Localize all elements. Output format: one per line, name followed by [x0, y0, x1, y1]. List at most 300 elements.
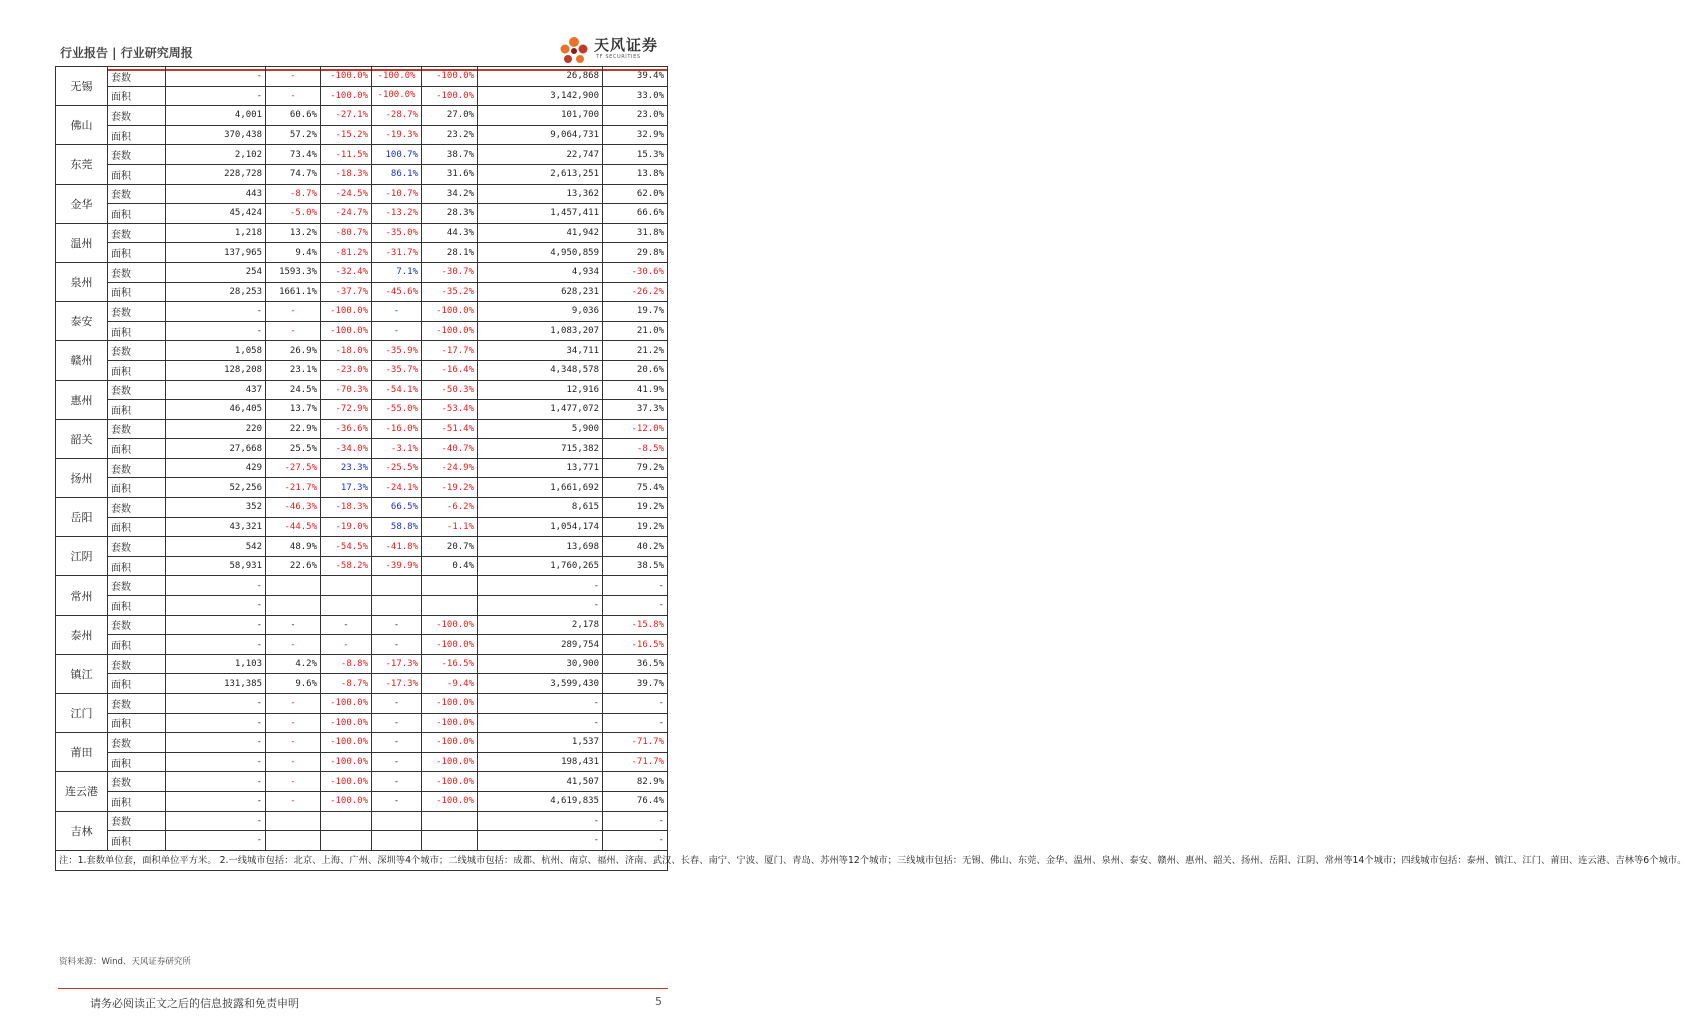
table-row: [56, 576, 668, 596]
value-cell: -15.2%: [321, 125, 372, 145]
value-cell: 1,457,411: [478, 204, 603, 224]
value-cell: 131,385: [166, 674, 266, 694]
metric-cell: 面积: [108, 125, 166, 145]
value-cell: 19.2%: [603, 517, 668, 537]
table-row: [56, 106, 668, 126]
value-cell: -21.7%: [266, 478, 321, 498]
table-row: [56, 341, 668, 361]
value-cell: -6.2%: [422, 498, 478, 518]
value-cell: [422, 576, 478, 596]
table-row: [56, 556, 668, 576]
value-cell: 715,382: [478, 439, 603, 459]
metric-cell: 面积: [108, 478, 166, 498]
value-cell: 41.9%: [603, 380, 668, 400]
value-cell: [422, 811, 478, 831]
value-cell: -: [166, 713, 266, 733]
page-number: 5: [655, 995, 662, 1008]
value-cell: -: [603, 811, 668, 831]
table-row: [56, 772, 668, 792]
value-cell: -17.3%: [372, 654, 422, 674]
value-cell: -100.0%: [321, 321, 372, 341]
value-cell: 48.9%: [266, 537, 321, 557]
logo-flower-icon: [556, 34, 592, 68]
value-cell: -: [603, 831, 668, 851]
metric-cell: 套数: [108, 733, 166, 753]
value-cell: -: [166, 752, 266, 772]
table-row: [56, 674, 668, 694]
value-cell: 43,321: [166, 517, 266, 537]
value-cell: 74.7%: [266, 164, 321, 184]
value-cell: -: [478, 596, 603, 616]
value-cell: -: [478, 831, 603, 851]
value-cell: 25.5%: [266, 439, 321, 459]
value-cell: -17.3%: [372, 674, 422, 694]
value-cell: 28.1%: [422, 243, 478, 263]
value-cell: 29.8%: [603, 243, 668, 263]
value-cell: -24.9%: [422, 458, 478, 478]
metric-cell: 面积: [108, 674, 166, 694]
value-cell: -54.5%: [321, 537, 372, 557]
value-cell: -100.0%: [422, 321, 478, 341]
value-cell: 39.4%: [603, 67, 668, 87]
value-cell: -: [266, 791, 321, 811]
value-cell: -100.0%: [372, 86, 422, 106]
value-cell: 9,064,731: [478, 125, 603, 145]
table-row: [56, 635, 668, 655]
value-cell: 57.2%: [266, 125, 321, 145]
value-cell: -: [372, 752, 422, 772]
value-cell: 1,083,207: [478, 321, 603, 341]
table-row: [56, 439, 668, 459]
value-cell: 5,900: [478, 419, 603, 439]
value-cell: 429: [166, 458, 266, 478]
value-cell: -: [166, 576, 266, 596]
metric-cell: 面积: [108, 321, 166, 341]
value-cell: -51.4%: [422, 419, 478, 439]
value-cell: 66.6%: [603, 204, 668, 224]
table-row: [56, 517, 668, 537]
value-cell: [266, 596, 321, 616]
value-cell: -: [166, 86, 266, 106]
metric-cell: 套数: [108, 145, 166, 165]
value-cell: -24.7%: [321, 204, 372, 224]
metric-cell: 套数: [108, 811, 166, 831]
table-row: [56, 184, 668, 204]
value-cell: -: [166, 321, 266, 341]
value-cell: -54.1%: [372, 380, 422, 400]
table-row: [56, 791, 668, 811]
value-cell: 66.5%: [372, 498, 422, 518]
city-cell: 岳阳: [56, 498, 108, 537]
value-cell: -23.0%: [321, 360, 372, 380]
value-cell: 4,001: [166, 106, 266, 126]
value-cell: 38.5%: [603, 556, 668, 576]
value-cell: -1.1%: [422, 517, 478, 537]
value-cell: -25.5%: [372, 458, 422, 478]
table-row: [56, 654, 668, 674]
value-cell: -: [266, 615, 321, 635]
value-cell: 13.7%: [266, 400, 321, 420]
value-cell: 4,348,578: [478, 360, 603, 380]
value-cell: 137,965: [166, 243, 266, 263]
value-cell: [266, 576, 321, 596]
value-cell: 13,771: [478, 458, 603, 478]
value-cell: 26,868: [478, 67, 603, 87]
value-cell: 8,615: [478, 498, 603, 518]
metric-cell: 套数: [108, 458, 166, 478]
value-cell: -35.9%: [372, 341, 422, 361]
value-cell: 0.4%: [422, 556, 478, 576]
value-cell: -: [166, 596, 266, 616]
value-cell: -31.7%: [372, 243, 422, 263]
table-row: [56, 223, 668, 243]
value-cell: 2,102: [166, 145, 266, 165]
value-cell: [372, 831, 422, 851]
table-row: [56, 615, 668, 635]
value-cell: -: [321, 615, 372, 635]
value-cell: -100.0%: [321, 791, 372, 811]
table-row: [56, 125, 668, 145]
value-cell: -10.7%: [372, 184, 422, 204]
value-cell: 31.8%: [603, 223, 668, 243]
value-cell: 370,438: [166, 125, 266, 145]
value-cell: -100.0%: [321, 772, 372, 792]
city-cell: 泉州: [56, 262, 108, 301]
value-cell: 33.0%: [603, 86, 668, 106]
value-cell: -: [266, 67, 321, 87]
value-cell: 542: [166, 537, 266, 557]
value-cell: -50.3%: [422, 380, 478, 400]
value-cell: -: [372, 302, 422, 322]
value-cell: 37.3%: [603, 400, 668, 420]
value-cell: -: [266, 752, 321, 772]
value-cell: -100.0%: [422, 86, 478, 106]
value-cell: 19.7%: [603, 302, 668, 322]
value-cell: -19.3%: [372, 125, 422, 145]
table-row: [56, 478, 668, 498]
housing-sales-table: [55, 66, 1686, 871]
value-cell: -: [478, 576, 603, 596]
table-row: [56, 537, 668, 557]
city-cell: 东莞: [56, 145, 108, 184]
table-row: [56, 811, 668, 831]
city-cell: 泰安: [56, 302, 108, 341]
city-cell: 江阴: [56, 537, 108, 576]
value-cell: 13,362: [478, 184, 603, 204]
value-cell: 289,754: [478, 635, 603, 655]
table-row: [56, 831, 668, 851]
value-cell: -: [603, 596, 668, 616]
value-cell: 1,537: [478, 733, 603, 753]
value-cell: -100.0%: [422, 733, 478, 753]
metric-cell: 套数: [108, 419, 166, 439]
value-cell: -15.8%: [603, 615, 668, 635]
value-cell: 13.2%: [266, 223, 321, 243]
metric-cell: 套数: [108, 302, 166, 322]
value-cell: [422, 596, 478, 616]
value-cell: -: [166, 615, 266, 635]
value-cell: 17.3%: [321, 478, 372, 498]
table-row: [56, 360, 668, 380]
city-cell: 温州: [56, 223, 108, 262]
value-cell: -100.0%: [321, 67, 372, 87]
value-cell: 62.0%: [603, 184, 668, 204]
value-cell: 39.7%: [603, 674, 668, 694]
value-cell: 34,711: [478, 341, 603, 361]
value-cell: -11.5%: [321, 145, 372, 165]
metric-cell: 套数: [108, 615, 166, 635]
metric-cell: 套数: [108, 262, 166, 282]
table-row: [56, 243, 668, 263]
value-cell: 38.7%: [422, 145, 478, 165]
table-row: [56, 419, 668, 439]
value-cell: -8.7%: [321, 674, 372, 694]
value-cell: -53.4%: [422, 400, 478, 420]
value-cell: 9.4%: [266, 243, 321, 263]
metric-cell: 套数: [108, 498, 166, 518]
value-cell: 58.8%: [372, 517, 422, 537]
value-cell: -71.7%: [603, 752, 668, 772]
value-cell: -: [166, 831, 266, 851]
table-row: [56, 752, 668, 772]
value-cell: 23.1%: [266, 360, 321, 380]
value-cell: 1,760,265: [478, 556, 603, 576]
metric-cell: 套数: [108, 772, 166, 792]
value-cell: -12.0%: [603, 419, 668, 439]
value-cell: -16.5%: [603, 635, 668, 655]
metric-cell: 面积: [108, 596, 166, 616]
value-cell: -: [478, 811, 603, 831]
metric-cell: 面积: [108, 791, 166, 811]
value-cell: 2,178: [478, 615, 603, 635]
value-cell: 1,054,174: [478, 517, 603, 537]
value-cell: 86.1%: [372, 164, 422, 184]
value-cell: 12,916: [478, 380, 603, 400]
value-cell: [372, 811, 422, 831]
value-cell: -46.3%: [266, 498, 321, 518]
value-cell: -30.7%: [422, 262, 478, 282]
value-cell: 352: [166, 498, 266, 518]
value-cell: -8.7%: [266, 184, 321, 204]
metric-cell: 套数: [108, 223, 166, 243]
value-cell: 76.4%: [603, 791, 668, 811]
value-cell: -71.7%: [603, 733, 668, 753]
metric-cell: 套数: [108, 341, 166, 361]
value-cell: -18.0%: [321, 341, 372, 361]
value-cell: -100.0%: [422, 772, 478, 792]
value-cell: -: [266, 694, 321, 714]
table-row: [56, 164, 668, 184]
value-cell: 21.0%: [603, 321, 668, 341]
data-source: 资料来源：Wind、天风证券研究所: [59, 957, 191, 967]
value-cell: 41,507: [478, 772, 603, 792]
value-cell: 3,142,900: [478, 86, 603, 106]
value-cell: -: [166, 302, 266, 322]
value-cell: -: [166, 67, 266, 87]
value-cell: 82.9%: [603, 772, 668, 792]
value-cell: -100.0%: [321, 694, 372, 714]
value-cell: -39.9%: [372, 556, 422, 576]
value-cell: -55.0%: [372, 400, 422, 420]
value-cell: -: [166, 635, 266, 655]
table-row: [56, 733, 668, 753]
value-cell: 220: [166, 419, 266, 439]
value-cell: -: [266, 635, 321, 655]
value-cell: -35.2%: [422, 282, 478, 302]
metric-cell: 面积: [108, 86, 166, 106]
metric-cell: 面积: [108, 556, 166, 576]
value-cell: 23.2%: [422, 125, 478, 145]
value-cell: -24.5%: [321, 184, 372, 204]
value-cell: 1661.1%: [266, 282, 321, 302]
page-header: [58, 36, 668, 70]
footer-divider: [58, 988, 668, 989]
value-cell: -100.0%: [422, 615, 478, 635]
value-cell: -100.0%: [321, 302, 372, 322]
value-cell: [372, 596, 422, 616]
value-cell: 22.9%: [266, 419, 321, 439]
value-cell: -8.5%: [603, 439, 668, 459]
value-cell: -26.2%: [603, 282, 668, 302]
value-cell: [422, 831, 478, 851]
value-cell: -: [603, 713, 668, 733]
city-cell: 佛山: [56, 106, 108, 145]
table-row: [56, 262, 668, 282]
value-cell: 13.8%: [603, 164, 668, 184]
value-cell: -: [478, 694, 603, 714]
metric-cell: 套数: [108, 184, 166, 204]
metric-cell: 套数: [108, 380, 166, 400]
value-cell: -100.0%: [321, 86, 372, 106]
city-cell: 赣州: [56, 341, 108, 380]
value-cell: -: [266, 86, 321, 106]
value-cell: 7.1%: [372, 262, 422, 282]
value-cell: -: [372, 321, 422, 341]
value-cell: -16.0%: [372, 419, 422, 439]
value-cell: 46,405: [166, 400, 266, 420]
value-cell: -19.2%: [422, 478, 478, 498]
table-row: [56, 498, 668, 518]
breadcrumb: 行业报告 | 行业研究周报: [60, 46, 193, 60]
metric-cell: 面积: [108, 400, 166, 420]
value-cell: 34.2%: [422, 184, 478, 204]
disclaimer-text: 请务必阅读正文之后的信息披露和免责申明: [90, 997, 299, 1010]
value-cell: -24.1%: [372, 478, 422, 498]
metric-cell: 面积: [108, 439, 166, 459]
value-cell: -: [478, 713, 603, 733]
value-cell: [321, 831, 372, 851]
table-row: [56, 596, 668, 616]
value-cell: -44.5%: [266, 517, 321, 537]
value-cell: -18.3%: [321, 498, 372, 518]
city-cell: 吉林: [56, 811, 108, 850]
table-row: [56, 282, 668, 302]
city-cell: 惠州: [56, 380, 108, 419]
value-cell: 4,619,835: [478, 791, 603, 811]
value-cell: -45.6%: [372, 282, 422, 302]
value-cell: -41.8%: [372, 537, 422, 557]
value-cell: 128,208: [166, 360, 266, 380]
value-cell: -: [166, 733, 266, 753]
value-cell: 20.6%: [603, 360, 668, 380]
city-cell: 无锡: [56, 67, 108, 106]
value-cell: -19.0%: [321, 517, 372, 537]
value-cell: -100.0%: [422, 67, 478, 87]
value-cell: 40.2%: [603, 537, 668, 557]
value-cell: 79.2%: [603, 458, 668, 478]
value-cell: 4,950,859: [478, 243, 603, 263]
value-cell: 41,942: [478, 223, 603, 243]
value-cell: -: [603, 576, 668, 596]
city-cell: 莆田: [56, 733, 108, 772]
value-cell: 26.9%: [266, 341, 321, 361]
metric-cell: 面积: [108, 204, 166, 224]
value-cell: -8.8%: [321, 654, 372, 674]
value-cell: -9.4%: [422, 674, 478, 694]
value-cell: -100.0%: [372, 67, 422, 87]
value-cell: [321, 576, 372, 596]
value-cell: -: [372, 713, 422, 733]
value-cell: -: [166, 772, 266, 792]
logo-text: 天风证券: [594, 36, 659, 54]
value-cell: 101,700: [478, 106, 603, 126]
value-cell: -100.0%: [422, 752, 478, 772]
value-cell: -72.9%: [321, 400, 372, 420]
value-cell: 3,599,430: [478, 674, 603, 694]
value-cell: 1,661,692: [478, 478, 603, 498]
company-logo: [556, 30, 668, 70]
value-cell: -27.1%: [321, 106, 372, 126]
value-cell: 36.5%: [603, 654, 668, 674]
value-cell: 27,668: [166, 439, 266, 459]
value-cell: -: [266, 321, 321, 341]
value-cell: -: [321, 635, 372, 655]
value-cell: -13.2%: [372, 204, 422, 224]
city-cell: 江门: [56, 694, 108, 733]
value-cell: 45,424: [166, 204, 266, 224]
value-cell: -100.0%: [422, 713, 478, 733]
value-cell: [372, 576, 422, 596]
logo-subtext: TF SECURITIES: [596, 54, 641, 60]
value-cell: 628,231: [478, 282, 603, 302]
value-cell: 1,058: [166, 341, 266, 361]
value-cell: -: [266, 733, 321, 753]
metric-cell: 套数: [108, 537, 166, 557]
value-cell: -: [603, 694, 668, 714]
value-cell: 13,698: [478, 537, 603, 557]
value-cell: 23.0%: [603, 106, 668, 126]
value-cell: [321, 811, 372, 831]
value-cell: 198,431: [478, 752, 603, 772]
metric-cell: 面积: [108, 635, 166, 655]
value-cell: -81.2%: [321, 243, 372, 263]
value-cell: 228,728: [166, 164, 266, 184]
value-cell: 31.6%: [422, 164, 478, 184]
value-cell: 44.3%: [422, 223, 478, 243]
value-cell: 9,036: [478, 302, 603, 322]
table-note: 注：1.套数单位套，面积单位平方米。 2.一线城市包括：北京、上海、广州、深圳等4个城市；二线城市包括：成都、杭州、南京、福州、济南、武汉、长春、南宁、宁波、厦门、青岛、苏州等12个城市；三线城市包括：无锡、佛山、东莞、金华、温州、泉州、泰安、赣州、惠州、韶关、扬州、岳阳、江阴、常州等14个城市；四线城市包括：泰州、镇江、江门、莆田、连云港、吉林等6个城市。: [56, 850, 668, 870]
metric-cell: 面积: [108, 517, 166, 537]
city-cell: 泰州: [56, 615, 108, 654]
value-cell: -100.0%: [422, 791, 478, 811]
value-cell: 27.0%: [422, 106, 478, 126]
value-cell: -: [266, 713, 321, 733]
city-cell: 连云港: [56, 772, 108, 811]
value-cell: -100.0%: [321, 733, 372, 753]
value-cell: 19.2%: [603, 498, 668, 518]
value-cell: -37.7%: [321, 282, 372, 302]
value-cell: 22.6%: [266, 556, 321, 576]
